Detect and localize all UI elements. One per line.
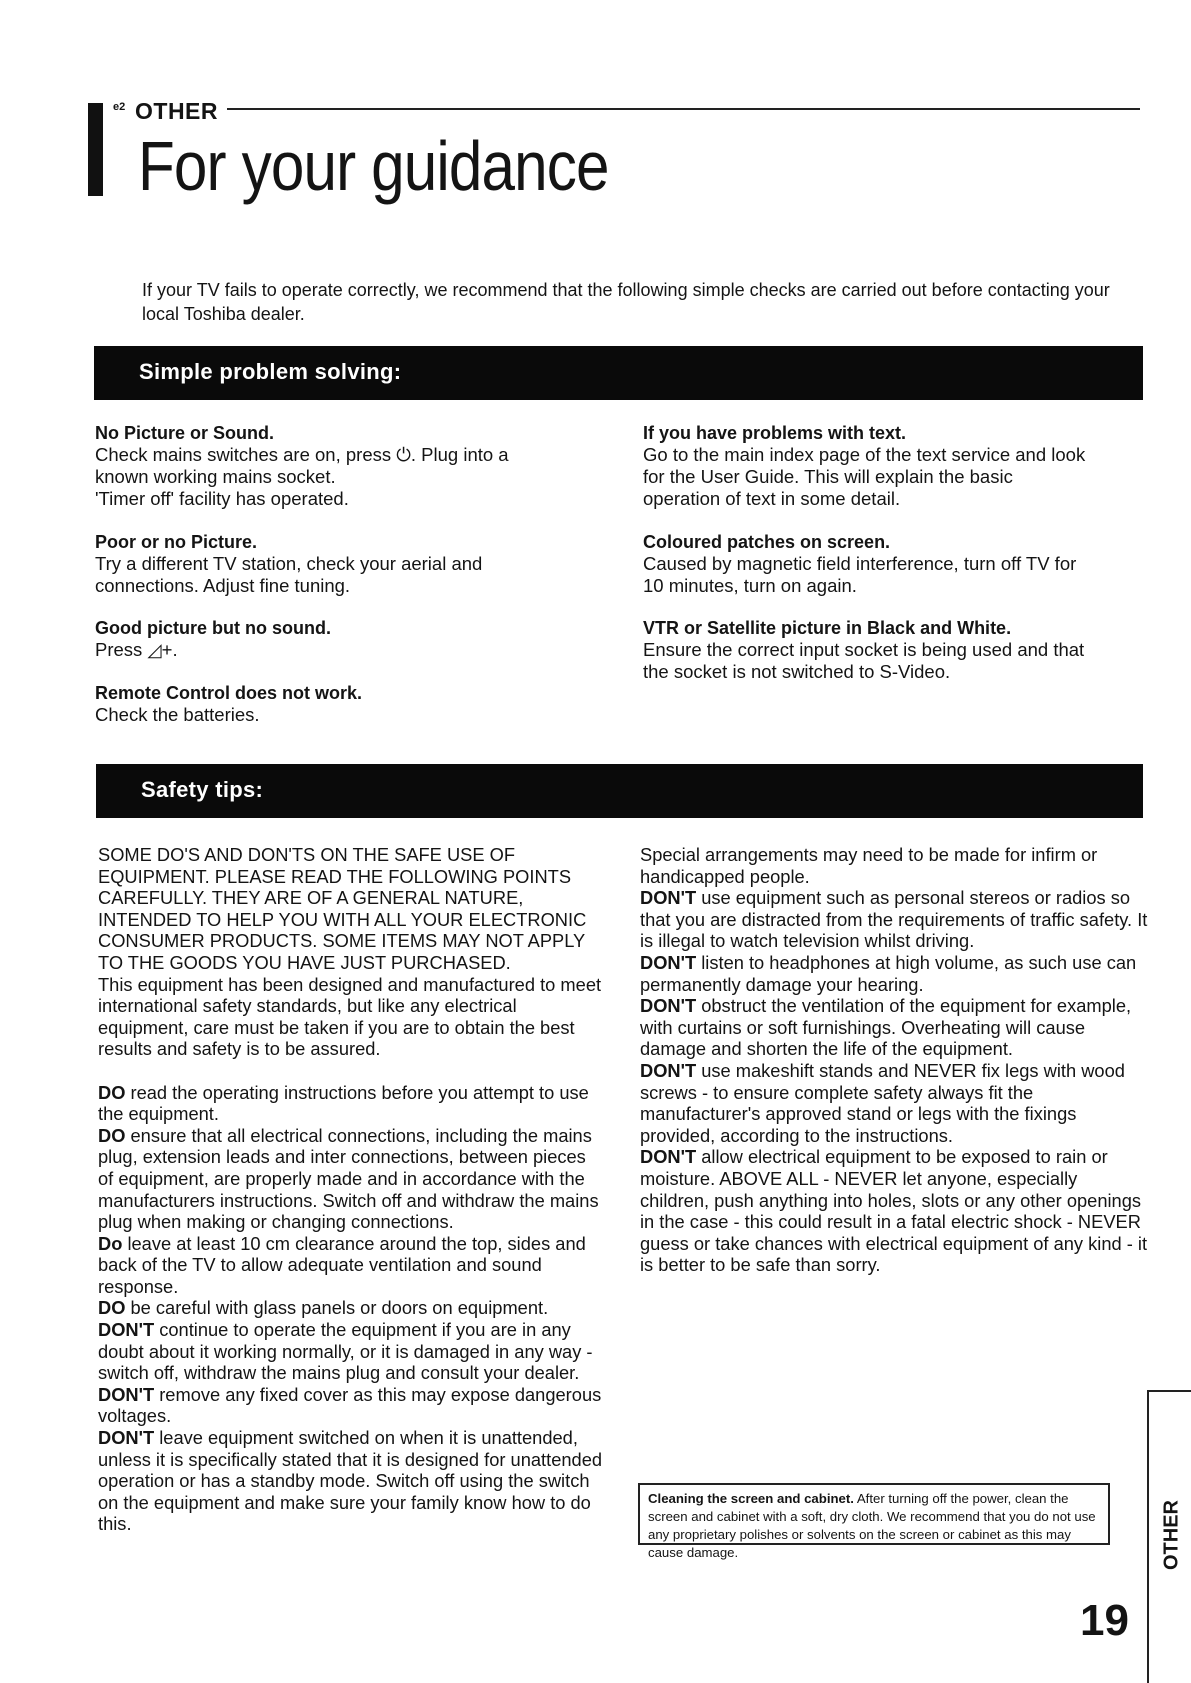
section-label: OTHER xyxy=(135,98,218,124)
problem-title: Good picture but no sound. xyxy=(95,618,331,638)
safety-item: DON'T leave equipment switched on when it is unattended, unless it is specifically stated that it is designed for unattended operation or has a standby mode. Switch off using the switch on the equipment and make sure your family know how to do this. xyxy=(98,1427,603,1535)
problem-item xyxy=(95,422,575,510)
problem-text: Check the batteries. xyxy=(95,704,260,725)
intro-paragraph: If your TV fails to operate correctly, we recommend that the following simple checks are carried out before contacting your local Toshiba dealer. xyxy=(142,280,1110,324)
safety-tips-heading: Safety tips: xyxy=(141,777,264,802)
side-tab-label: OTHER xyxy=(1160,1500,1183,1570)
problem-item xyxy=(643,617,1143,683)
section-code: e2 xyxy=(113,101,126,113)
safety-right-column xyxy=(640,844,1150,1276)
side-tab xyxy=(1158,1470,1186,1600)
problem-text: Caused by magnetic field interference, turn off TV for 10 minutes, turn on again. xyxy=(643,553,1077,596)
problem-item xyxy=(95,682,575,726)
problem-text: Check mains switches are on, press ⏻. Plug into a known working mains socket. 'Timer off' facility has operated. xyxy=(95,444,509,509)
cleaning-note-text: After turning off the power, clean the screen and cabinet with a soft, dry cloth. We recommend that you do not use any proprietary polishes or solvents on the screen or cabinet as this may cause damage. xyxy=(648,1491,1096,1560)
safety-item: DON'T remove any fixed cover as this may expose dangerous voltages. xyxy=(98,1383,602,1427)
title-bar-mark xyxy=(88,103,103,196)
safety-right-intro: Special arrangements may need to be made for infirm or handicapped people. xyxy=(640,844,1098,887)
safety-item: DON'T continue to operate the equipment if you are in any doubt about it working normally, or it is damaged in any way - switch off, withdraw the mains plug and consult your dealer. xyxy=(98,1319,593,1384)
cleaning-note-box xyxy=(638,1483,1110,1560)
problem-item xyxy=(643,531,1143,597)
safety-item: DON'T use equipment such as personal stereos or radios so that you are distracted from the requirements of traffic safety. It is illegal to watch television whilst driving. xyxy=(640,887,1148,952)
problem-text: Try a different TV station, check your aerial and connections. Adjust fine tuning. xyxy=(95,553,483,596)
safety-item: DON'T allow electrical equipment to be exposed to rain or moisture. ABOVE ALL - NEVER let anyone, especially children, push anything into holes, slots or any other openings in the case - this could result in a fatal electric shock - NEVER guess or take chances with electrical equipment of any kind - it is better to be safe than sorry. xyxy=(640,1146,1148,1276)
problem-title: If you have problems with text. xyxy=(643,423,907,443)
safety-item: DON'T obstruct the ventilation of the equipment for example, with curtains or soft furnishings. Overheating will cause damage and shorten the life of the equipment. xyxy=(640,995,1132,1060)
safety-item: Do leave at least 10 cm clearance around the top, sides and back of the TV to allow adequate ventilation and sound response. xyxy=(98,1232,586,1297)
problem-title: Poor or no Picture. xyxy=(95,532,258,552)
simple-problem-banner xyxy=(94,346,1143,400)
problem-title: VTR or Satellite picture in Black and White. xyxy=(643,618,1012,638)
safety-item: DON'T use makeshift stands and NEVER fix legs with wood screws - to ensure complete safety always fit the manufacturer's approved stand or legs with the fixings provided, according to the instructions. xyxy=(640,1059,1125,1146)
problem-item xyxy=(95,617,575,661)
header-rule xyxy=(227,108,1140,110)
safety-tips-banner xyxy=(96,764,1143,818)
safety-item: DO read the operating instructions before you attempt to use the equipment. xyxy=(98,1081,589,1125)
page-number: 19 xyxy=(1080,1596,1129,1645)
problem-text: Go to the main index page of the text service and look for the User Guide. This will explain the basic operation of text in some detail. xyxy=(643,444,1086,509)
simple-problem-heading: Simple problem solving: xyxy=(139,359,402,384)
safety-intro-caps: SOME DO'S AND DON'TS ON THE SAFE USE OF EQUIPMENT. PLEASE READ THE FOLLOWING POINTS CAREFULLY. THEY ARE OF A GENERAL NATURE, INTENDED TO HELP YOU WITH ALL YOUR ELECTRONIC CONSUMER PRODUCTS. SOME ITEMS MAY NOT APPLY TO THE GOODS YOU HAVE JUST PURCHASED. xyxy=(98,844,587,973)
safety-item: DON'T listen to headphones at high volume, as such use can permanently damage your hearing. xyxy=(640,951,1137,995)
safety-intro-body: This equipment has been designed and manufactured to meet international safety standards, but like any electrical equipment, care must be taken if you are to obtain the best results and safety is to be assured. xyxy=(98,973,602,1060)
problem-title: No Picture or Sound. xyxy=(95,423,275,443)
problem-item xyxy=(95,531,575,597)
page-title: For your guidance xyxy=(138,127,609,205)
problem-text: Press ◿+. xyxy=(95,639,178,660)
cleaning-note-title: Cleaning the screen and cabinet. xyxy=(648,1491,854,1506)
safety-left-column xyxy=(98,844,606,1535)
problem-item xyxy=(643,422,1143,510)
problem-text: Ensure the correct input socket is being used and that the socket is not switched to S-Video. xyxy=(643,639,1085,682)
problem-title: Coloured patches on screen. xyxy=(643,532,891,552)
safety-item: DO be careful with glass panels or doors on equipment. xyxy=(98,1297,549,1319)
problem-title: Remote Control does not work. xyxy=(95,683,363,703)
safety-item: DO ensure that all electrical connections, including the mains plug, extension leads and inter connections, between pieces of equipment, are properly made and in accordance with the manufacturers instructions. Switch off and withdraw the mains plug when making or changing connections. xyxy=(98,1124,599,1233)
